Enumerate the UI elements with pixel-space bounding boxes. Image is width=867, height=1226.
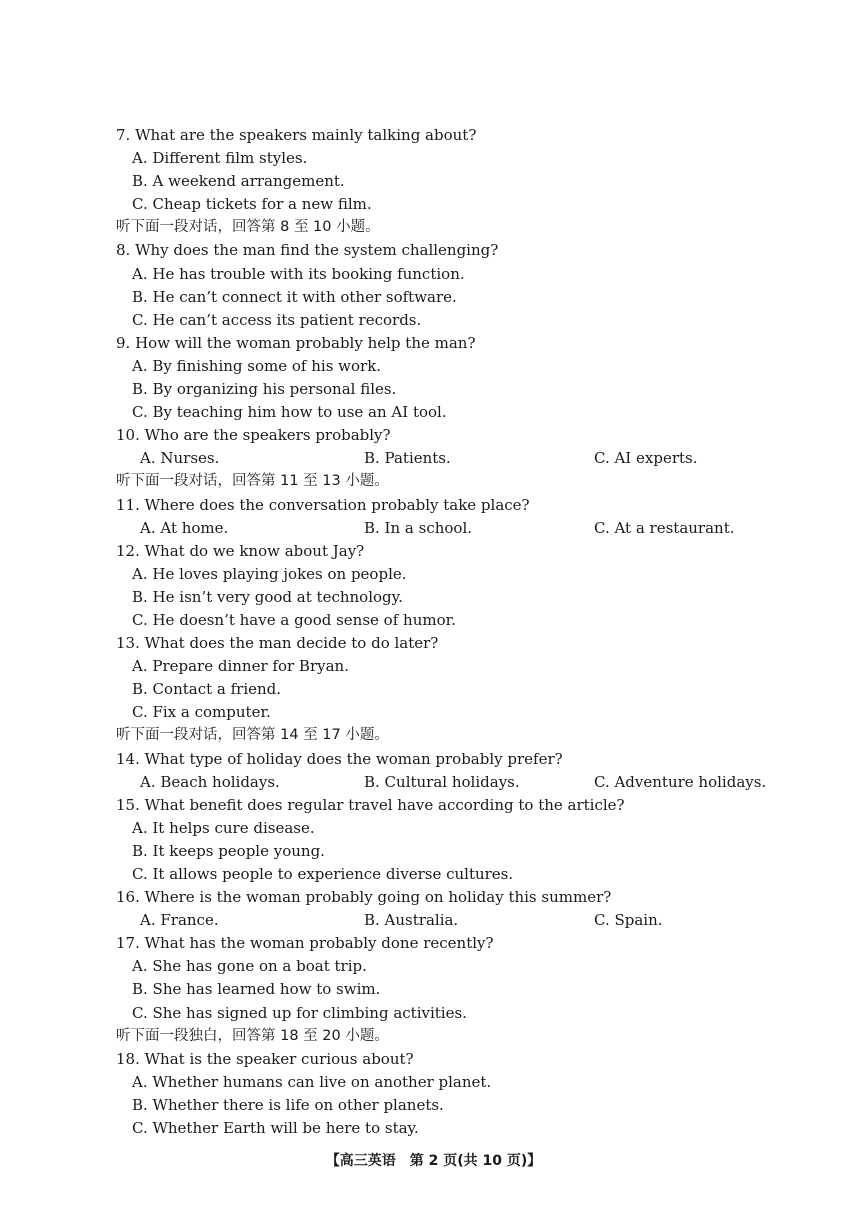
answer-option: A. Different film styles. (132, 149, 308, 168)
answer-option: C. Cheap tickets for a new film. (132, 195, 372, 214)
option-row (116, 447, 816, 470)
question-stem: 7. What are the speakers mainly talking about? (116, 126, 477, 144)
answer-option: C. He doesn’t have a good sense of humor. (132, 610, 456, 629)
question-stem: 14. What type of holiday does the woman probably prefer? (116, 749, 563, 768)
answer-option: C. Whether Earth will be here to stay. (132, 1119, 419, 1138)
section-instruction: 听下面一段对话，回答第 11 至 13 小题。 (116, 473, 389, 490)
answer-option: C. By teaching him how to use an AI tool. (132, 403, 447, 422)
question-stem: 10. Who are the speakers probably? (116, 426, 391, 445)
option-a: A. Nurses. (140, 449, 220, 468)
section-instruction: 听下面一段独白，回答第 18 至 20 小题。 (116, 1027, 389, 1044)
answer-option: A. Whether humans can live on another planet. (132, 1072, 492, 1091)
answer-option: A. She has gone on a boat trip. (132, 957, 367, 976)
option-b: B. In a school. (364, 518, 473, 537)
answer-option: A. Prepare dinner for Bryan. (132, 657, 349, 676)
answer-option: A. By finishing some of his work. (132, 356, 382, 375)
option-row (116, 517, 816, 540)
option-a: A. At home. (140, 518, 229, 537)
option-c: C. At a restaurant. (594, 518, 735, 537)
question-stem: 18. What is the speaker curious about? (116, 1049, 414, 1068)
question-stem: 12. What do we know about Jay? (116, 541, 365, 560)
option-b: B. Cultural holidays. (364, 772, 520, 791)
option-a: A. France. (140, 911, 219, 930)
answer-option: C. He can’t access its patient records. (132, 310, 422, 329)
answer-option: B. A weekend arrangement. (132, 172, 345, 191)
answer-option: B. She has learned how to swim. (132, 980, 381, 999)
question-stem: 17. What has the woman probably done recently? (116, 934, 494, 953)
option-c: C. AI experts. (594, 449, 698, 468)
answer-option: B. Contact a friend. (132, 680, 282, 699)
section-instruction: 听下面一段对话，回答第 14 至 17 小题。 (116, 727, 389, 744)
option-c: C. Adventure holidays. (594, 772, 767, 791)
section-instruction: 听下面一段对话，回答第 8 至 10 小题。 (116, 219, 380, 236)
option-c: C. Spain. (594, 911, 663, 930)
answer-option: C. She has signed up for climbing activities. (132, 1003, 467, 1022)
answer-option: B. It keeps people young. (132, 841, 325, 860)
question-stem: 8. Why does the man find the system challenging? (116, 241, 499, 260)
answer-option: C. Fix a computer. (132, 703, 271, 722)
answer-option: C. It allows people to experience diverse cultures. (132, 865, 514, 883)
question-stem: 16. Where is the woman probably going on holiday this summer? (116, 888, 612, 907)
option-b: B. Australia. (364, 911, 459, 930)
question-stem: 13. What does the man decide to do later? (116, 634, 439, 653)
page-footer: 【高三英语 第 2 页(共 10 页)】 (325, 1153, 542, 1169)
answer-option: B. He isn’t very good at technology. (132, 587, 403, 606)
answer-option: A. He has trouble with its booking function. (132, 264, 465, 283)
option-row (116, 909, 816, 932)
answer-option: A. He loves playing jokes on people. (132, 564, 407, 583)
option-row (116, 771, 816, 794)
option-a: A. Beach holidays. (140, 772, 280, 791)
answer-option: B. He can’t connect it with other software. (132, 287, 457, 306)
question-stem: 11. Where does the conversation probably take place? (116, 495, 530, 514)
question-stem: 9. How will the woman probably help the man? (116, 333, 476, 352)
answer-option: B. Whether there is life on other planets. (132, 1095, 444, 1114)
option-b: B. Patients. (364, 449, 451, 468)
question-stem: 15. What benefit does regular travel have according to the article? (116, 795, 625, 814)
answer-option: B. By organizing his personal files. (132, 380, 397, 399)
question-list (116, 124, 816, 1140)
answer-option: A. It helps cure disease. (132, 818, 315, 837)
